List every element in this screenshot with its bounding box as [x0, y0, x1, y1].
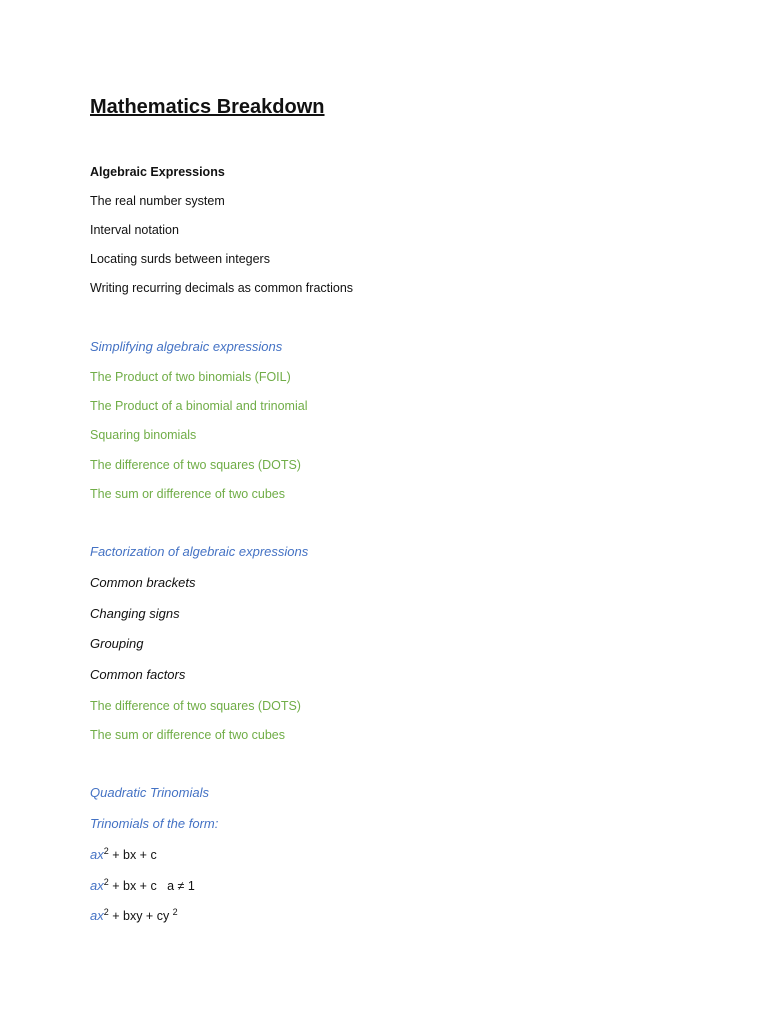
list-item: The Product of two binomials (FOIL) [90, 370, 291, 384]
list-item: Interval notation [90, 223, 179, 237]
list-item: The difference of two squares (DOTS) [90, 458, 301, 472]
section-heading-algebraic-expressions: Algebraic Expressions [90, 165, 225, 179]
section-heading-factorization: Factorization of algebraic expressions [90, 544, 309, 559]
list-item: The sum or difference of two cubes [90, 487, 286, 501]
section-heading-quadratic: Quadratic Trinomials [90, 785, 209, 800]
section-subheading-trinomial-form: Trinomials of the form: [90, 816, 219, 831]
formula-rest: + bxy + cy [108, 909, 173, 923]
list-item: Changing signs [90, 606, 180, 621]
page-title: Mathematics Breakdown [90, 96, 325, 118]
formula-exponent: 2 [103, 845, 109, 856]
formula-line [90, 878, 195, 894]
formula-lead: ax [90, 847, 104, 862]
list-item: Common brackets [90, 575, 196, 590]
formula-lead: ax [90, 878, 104, 893]
section-heading-simplifying: Simplifying algebraic expressions [90, 339, 283, 354]
list-item: The Product of a binomial and trinomial [90, 399, 308, 413]
list-item: Locating surds between integers [90, 252, 270, 266]
list-item: The real number system [90, 194, 225, 208]
list-item: Grouping [90, 636, 144, 651]
list-item: The difference of two squares (DOTS) [90, 699, 301, 713]
list-item: Writing recurring decimals as common fractions [90, 281, 354, 295]
formula-exponent: 2 [103, 906, 109, 917]
formula-exponent: 2 [103, 876, 109, 887]
list-item: Squaring binomials [90, 428, 197, 442]
formula-tail-exponent: 2 [172, 906, 178, 917]
formula-line [90, 908, 178, 924]
formula-rest: + bx + c [108, 848, 157, 862]
formula-lead: ax [90, 908, 104, 923]
list-item: Common factors [90, 667, 186, 682]
formula-line [90, 847, 157, 863]
list-item: The sum or difference of two cubes [90, 728, 286, 742]
formula-rest: + bx + c a ≠ 1 [108, 879, 195, 893]
